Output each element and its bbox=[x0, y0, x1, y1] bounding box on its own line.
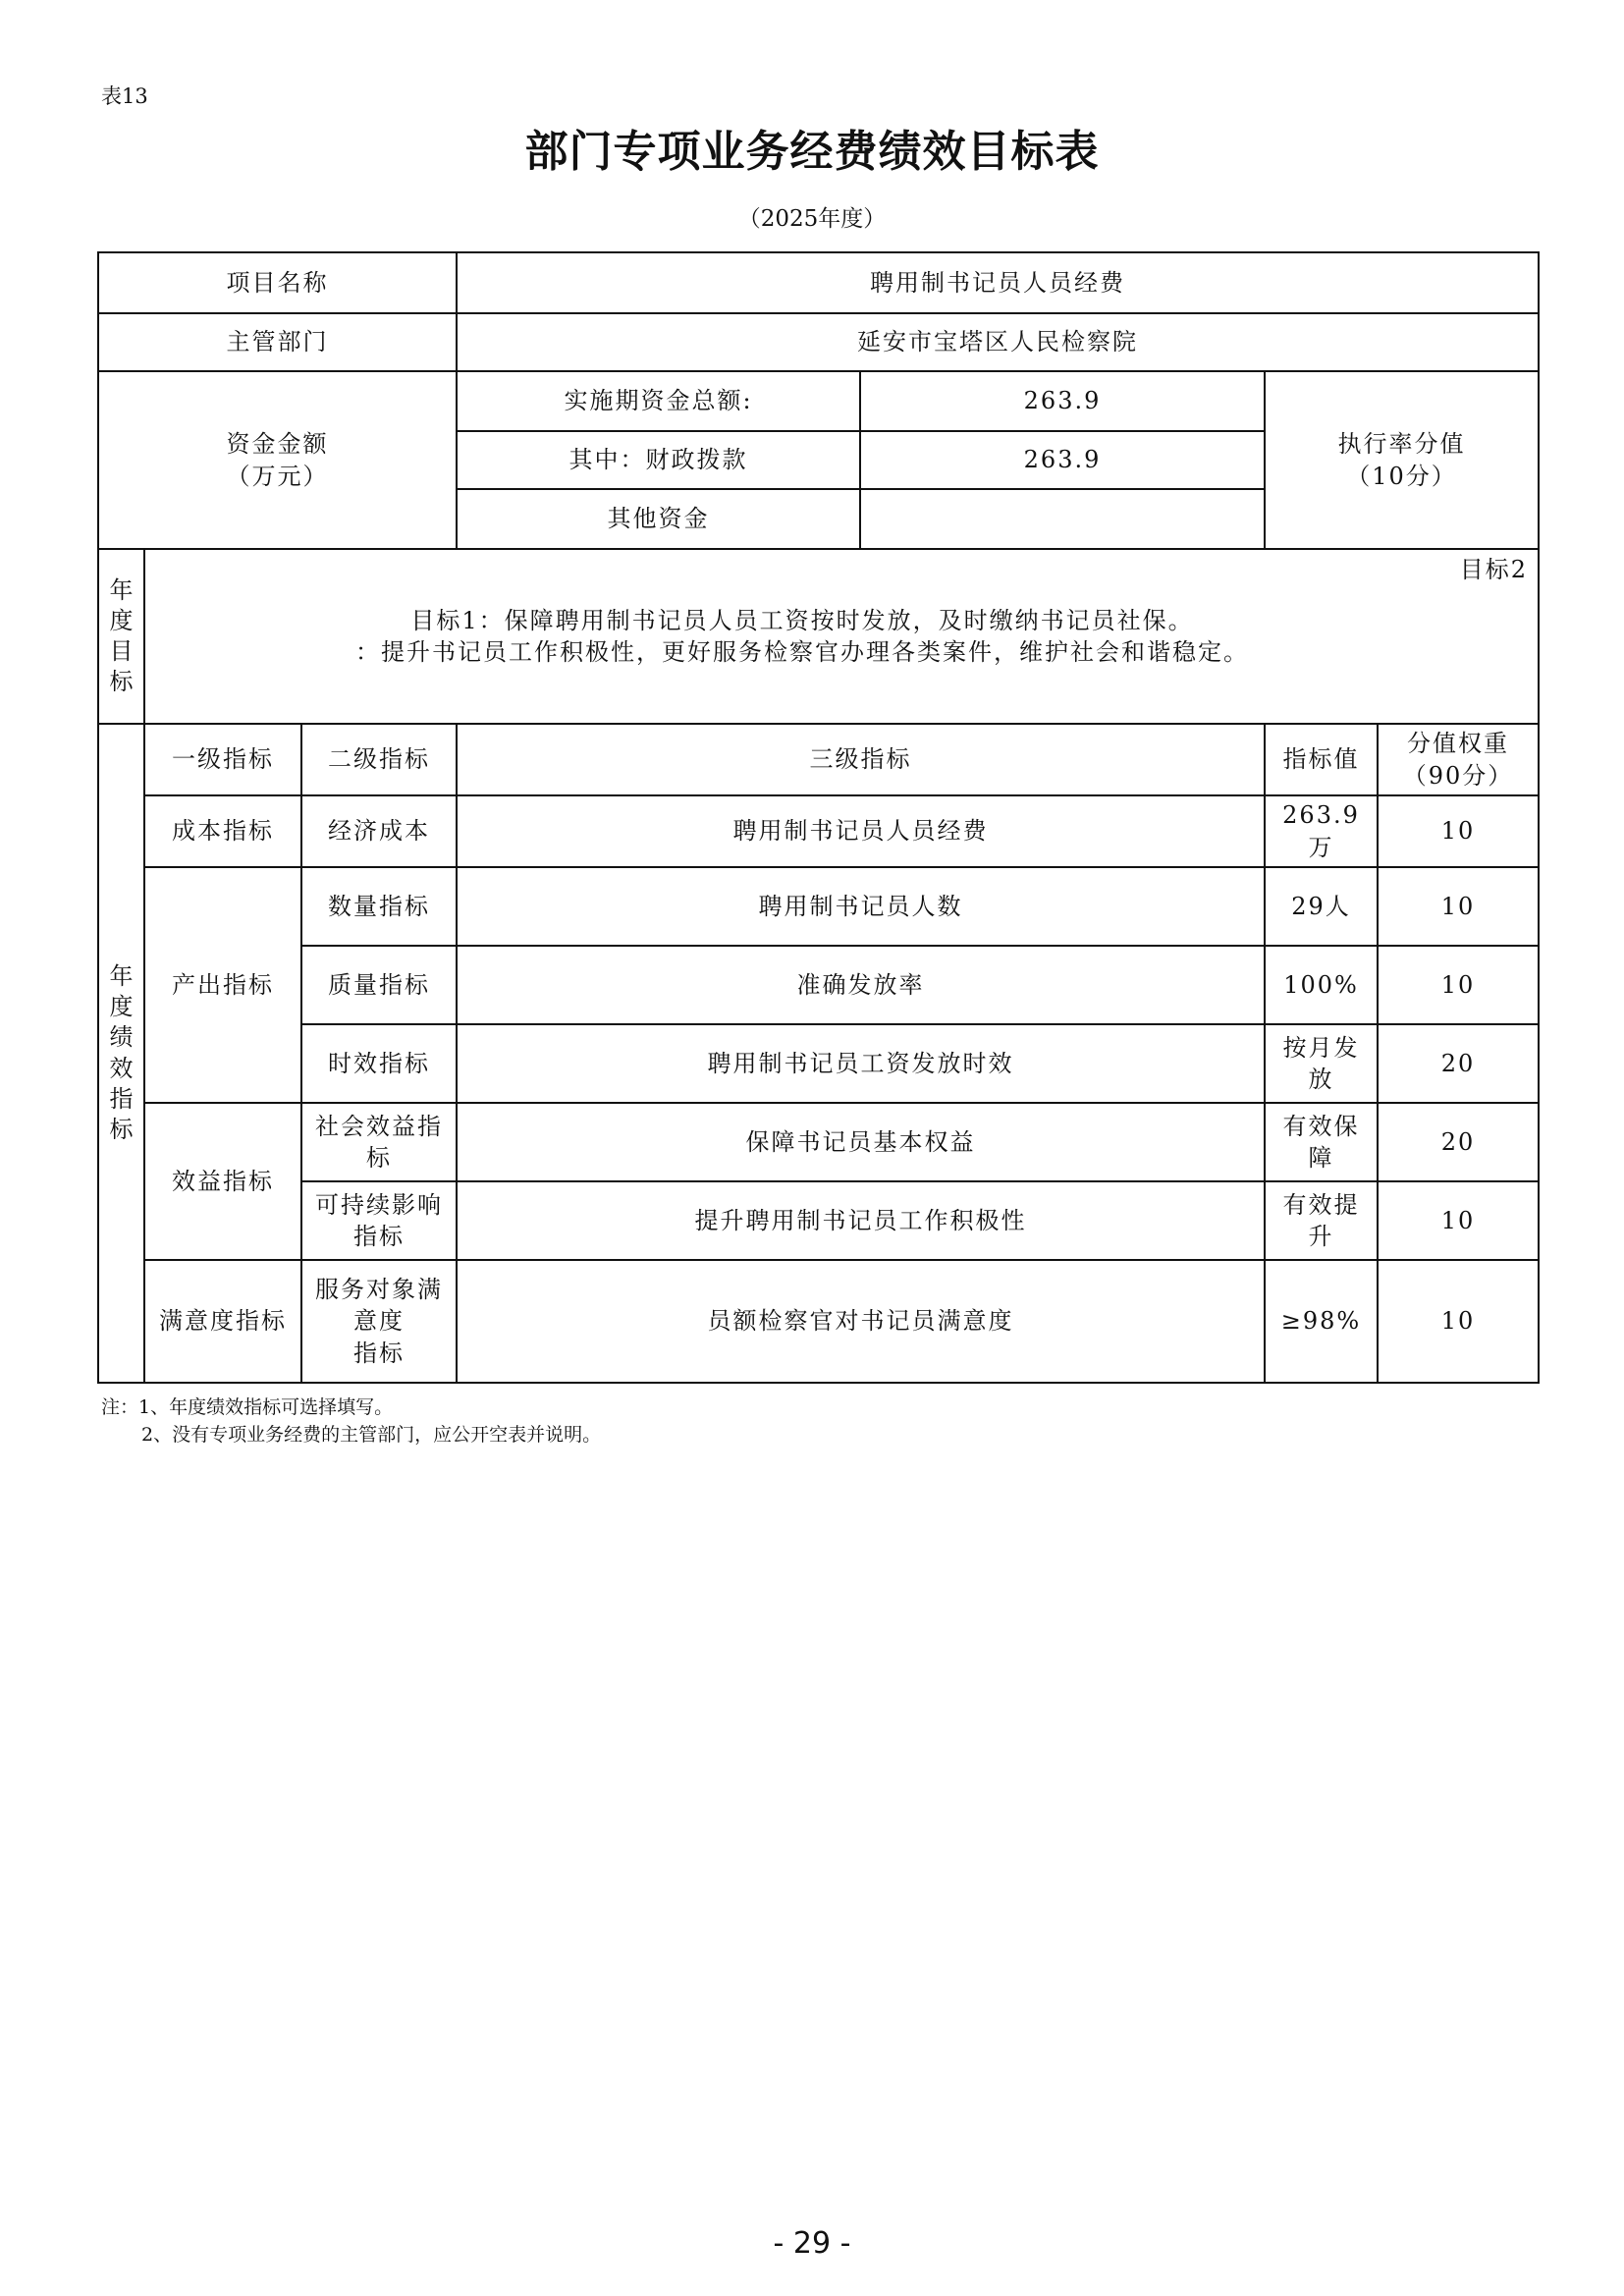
table-row bbox=[98, 1181, 1539, 1260]
table-row bbox=[98, 867, 1539, 946]
table-row bbox=[98, 1260, 1539, 1383]
level2-cell: 数量指标 bbox=[301, 867, 457, 946]
header-weight: 分值权重 （90分） bbox=[1378, 724, 1539, 795]
level1-cell: 成本指标 bbox=[144, 795, 301, 867]
table-number: 表13 bbox=[101, 84, 148, 108]
value-cell: 29人 bbox=[1265, 867, 1378, 946]
header-level1: 一级指标 bbox=[144, 724, 301, 795]
weight-cell: 10 bbox=[1378, 1260, 1539, 1383]
annual-goal-tag: 目标2 bbox=[1459, 556, 1529, 583]
level2-cell: 社会效益指 标 bbox=[301, 1103, 457, 1181]
department-label: 主管部门 bbox=[98, 313, 457, 371]
funds-other-value bbox=[860, 489, 1265, 549]
weight-cell: 10 bbox=[1378, 795, 1539, 867]
project-name-row bbox=[98, 252, 1539, 313]
footnote-1: 注：1、年度绩效指标可选择填写。 bbox=[101, 1396, 394, 1418]
level2-cell: 经济成本 bbox=[301, 795, 457, 867]
level2-cell: 质量指标 bbox=[301, 946, 457, 1024]
level2-cell: 服务对象满 意度 指标 bbox=[301, 1260, 457, 1383]
funds-total-value: 263.9 bbox=[860, 371, 1265, 431]
level1-cell: 效益指标 bbox=[144, 1103, 301, 1260]
project-name-value: 聘用制书记员人员经费 bbox=[457, 252, 1539, 313]
level3-cell: 聘用制书记员工资发放时效 bbox=[457, 1024, 1265, 1103]
funds-fiscal-value: 263.9 bbox=[860, 431, 1265, 489]
value-cell: 263.9万 bbox=[1265, 795, 1378, 867]
annual-goal-row bbox=[98, 549, 1539, 724]
indicator-section-label: 年度绩效指标 bbox=[98, 724, 144, 1383]
table-row bbox=[98, 1024, 1539, 1103]
level1-cell: 产出指标 bbox=[144, 867, 301, 1103]
level1-cell: 满意度指标 bbox=[144, 1260, 301, 1383]
department-value: 延安市宝塔区人民检察院 bbox=[457, 313, 1539, 371]
weight-cell: 10 bbox=[1378, 946, 1539, 1024]
table-row bbox=[98, 1103, 1539, 1181]
funds-total-row bbox=[98, 371, 1539, 431]
funds-total-label: 实施期资金总额: bbox=[457, 371, 860, 431]
level3-cell: 员额检察官对书记员满意度 bbox=[457, 1260, 1265, 1383]
weight-cell: 20 bbox=[1378, 1024, 1539, 1103]
value-cell: 有效提 升 bbox=[1265, 1181, 1378, 1260]
table-row bbox=[98, 946, 1539, 1024]
level3-cell: 聘用制书记员人员经费 bbox=[457, 795, 1265, 867]
level3-cell: 聘用制书记员人数 bbox=[457, 867, 1265, 946]
funds-label: 资金金额 （万元） bbox=[98, 371, 457, 549]
performance-target-table bbox=[97, 251, 1540, 1384]
funds-fiscal-label: 其中：财政拨款 bbox=[457, 431, 860, 489]
weight-cell: 10 bbox=[1378, 1181, 1539, 1260]
header-value: 指标值 bbox=[1265, 724, 1378, 795]
annual-goal-label: 年度目标 bbox=[98, 549, 144, 724]
header-level3: 三级指标 bbox=[457, 724, 1265, 795]
header-level2: 二级指标 bbox=[301, 724, 457, 795]
level3-cell: 提升聘用制书记员工作积极性 bbox=[457, 1181, 1265, 1260]
level2-cell: 时效指标 bbox=[301, 1024, 457, 1103]
value-cell: 100% bbox=[1265, 946, 1378, 1024]
value-cell: ≥98% bbox=[1265, 1260, 1378, 1383]
value-cell: 有效保 障 bbox=[1265, 1103, 1378, 1181]
weight-cell: 10 bbox=[1378, 867, 1539, 946]
level3-cell: 保障书记员基本权益 bbox=[457, 1103, 1265, 1181]
value-cell: 按月发 放 bbox=[1265, 1024, 1378, 1103]
execution-rate-label: 执行率分值 （10分） bbox=[1265, 371, 1539, 549]
weight-cell: 20 bbox=[1378, 1103, 1539, 1181]
table-row bbox=[98, 795, 1539, 867]
footnotes bbox=[101, 1394, 601, 1449]
project-name-label: 项目名称 bbox=[98, 252, 457, 313]
department-row bbox=[98, 313, 1539, 371]
level2-cell: 可持续影响 指标 bbox=[301, 1181, 457, 1260]
annual-goal-content bbox=[144, 549, 1539, 724]
document-year: （2025年度） bbox=[737, 206, 887, 232]
indicator-header-row bbox=[98, 724, 1539, 795]
funds-other-label: 其他资金 bbox=[457, 489, 860, 549]
level3-cell: 准确发放率 bbox=[457, 946, 1265, 1024]
page-number: - 29 - bbox=[773, 2226, 851, 2261]
footnote-2: 2、没有专项业务经费的主管部门，应公开空表并说明。 bbox=[141, 1423, 602, 1446]
annual-goal-text: 目标1：保障聘用制书记员人员工资按时发放，及时缴纳书记员社保。 ：提升书记员工作积极性，更好服务检察官办理各类案件，维护社会和谐稳定。 bbox=[355, 606, 1249, 666]
document-title: 部门专项业务经费绩效目标表 bbox=[524, 127, 1100, 177]
